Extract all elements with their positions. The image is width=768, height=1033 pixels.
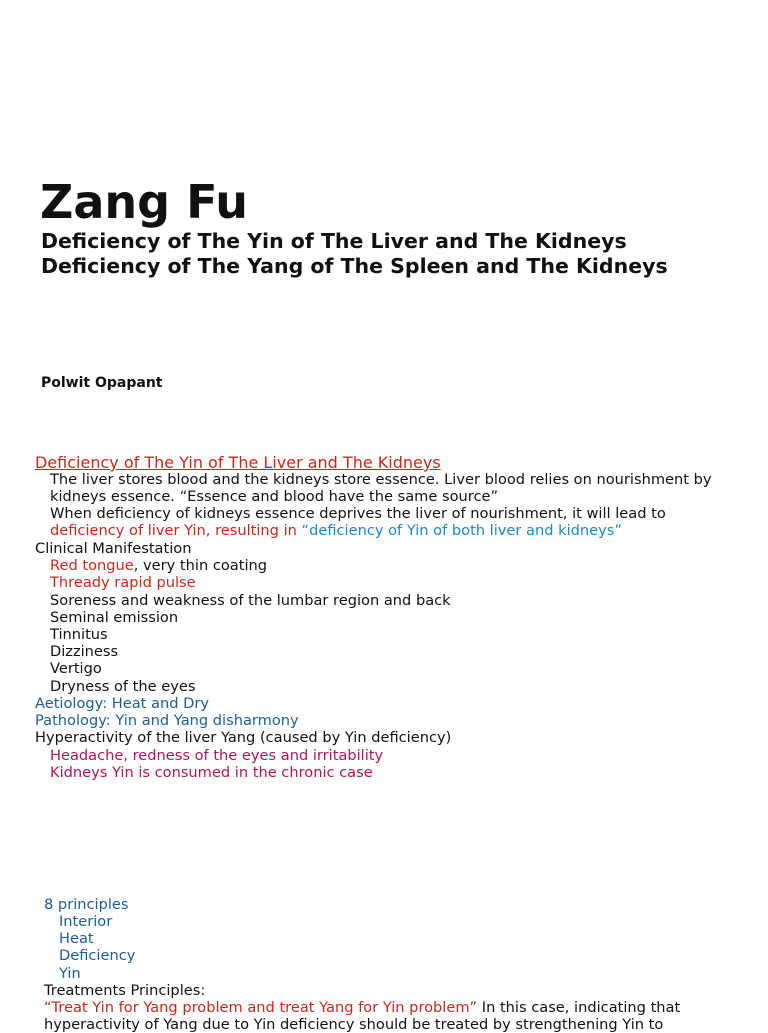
clinical-rest: , very thin coating — [133, 557, 268, 574]
intro-line: kidneys essence. “Essence and blood have the same source” — [50, 488, 499, 505]
treatment-red-quote: “Treat Yin for Yang problem and treat Yang for Yin problem” — [44, 999, 478, 1016]
author-name: Polwit Opapant — [41, 375, 163, 391]
principles-heading: 8 principles — [44, 896, 129, 913]
clinical-heading: Clinical Manifestation — [35, 540, 192, 557]
principle-item: Deficiency — [59, 947, 136, 964]
principle-item: Interior — [59, 913, 113, 930]
clinical-red-phrase: Red tongue — [50, 557, 134, 574]
treatment-line — [44, 999, 680, 1016]
clinical-item: Soreness and weakness of the lumbar region and back — [50, 592, 451, 609]
hyperactivity-heading: Hyperactivity of the liver Yang (caused by Yin deficiency) — [35, 729, 452, 746]
clinical-item: Vertigo — [50, 660, 102, 677]
treatment-rest: In this case, indicating that — [477, 999, 681, 1016]
aetiology-line: Aetiology: Heat and Dry — [35, 695, 210, 712]
intro-line: When deficiency of kidneys essence deprives the liver of nourishment, it will lead to — [50, 505, 666, 522]
intro-line: The liver stores blood and the kidneys store essence. Liver blood relies on nourishment by — [50, 471, 712, 488]
clinical-item: Tinnitus — [50, 626, 108, 643]
clinical-item: Dryness of the eyes — [50, 678, 196, 695]
hyperactivity-item: Kidneys Yin is consumed in the chronic case — [50, 764, 373, 781]
clinical-item — [50, 557, 267, 574]
section-heading: Deficiency of The Yin of The Liver and The Kidneys — [35, 453, 441, 472]
treatment-line: hyperactivity of Yang due to Yin deficiency should be treated by strengthening Yin to — [44, 1016, 664, 1033]
document-title: Zang Fu — [40, 175, 248, 229]
clinical-item: Dizziness — [50, 643, 119, 660]
hyperactivity-item: Headache, redness of the eyes and irritability — [50, 747, 384, 764]
clinical-item: Thready rapid pulse — [50, 574, 196, 591]
principle-item: Heat — [59, 930, 94, 947]
treatments-heading: Treatments Principles: — [44, 982, 206, 999]
subtitle-yin: Deficiency of The Yin of The Liver and The Kidneys — [41, 229, 627, 253]
intro-red-phrase: deficiency of liver Yin, resulting in — [50, 522, 302, 539]
pathology-line: Pathology: Yin and Yang disharmony — [35, 712, 299, 729]
clinical-item: Seminal emission — [50, 609, 179, 626]
intro-blue-quote: “deficiency of Yin of both liver and kidneys” — [301, 522, 622, 539]
intro-line-conclusion — [50, 522, 622, 539]
subtitle-yang: Deficiency of The Yang of The Spleen and The Kidneys — [41, 254, 668, 278]
principle-item: Yin — [59, 965, 81, 982]
